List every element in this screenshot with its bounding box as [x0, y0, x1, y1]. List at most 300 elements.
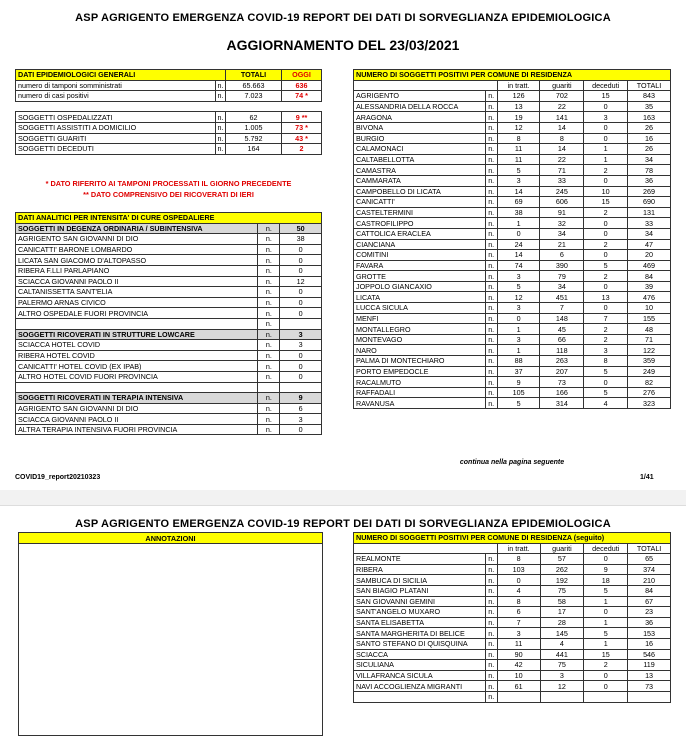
analytic-row — [16, 255, 322, 266]
comune-in-treatment: 10 — [497, 670, 540, 681]
comune-name: FAVARA — [354, 260, 486, 271]
analytic-row-unit: n. — [258, 424, 280, 435]
comune-unit: n. — [485, 617, 497, 628]
comuni-row — [354, 670, 671, 681]
comune-deceased: 15 — [584, 91, 628, 102]
comuni-header-row — [354, 533, 671, 544]
comune-recovered: 14 — [540, 122, 584, 133]
comune-deceased: 2 — [584, 660, 628, 671]
comune-in-treatment: 38 — [497, 207, 540, 218]
comuni-row — [354, 345, 671, 356]
comune-deceased — [584, 691, 628, 702]
comuni-row — [354, 154, 671, 165]
spacer-row — [16, 101, 322, 112]
comune-total: 359 — [628, 356, 671, 367]
comune-total: 276 — [628, 387, 671, 398]
comuni-row — [354, 186, 671, 197]
comune-name: REALMONTE — [354, 554, 486, 565]
comune-recovered: 441 — [540, 649, 584, 660]
analytic-row-unit: n. — [258, 340, 280, 351]
comune-in-treatment: 90 — [497, 649, 540, 660]
comune-deceased: 0 — [584, 175, 628, 186]
general-row-today: 73 * — [282, 122, 322, 133]
comuni-row — [354, 250, 671, 261]
analytic-row — [16, 361, 322, 372]
comune-deceased: 2 — [584, 207, 628, 218]
analytic-row-value: 12 — [280, 276, 322, 287]
comune-recovered: 166 — [540, 387, 584, 398]
comune-deceased: 0 — [584, 122, 628, 133]
comune-total: 469 — [628, 260, 671, 271]
comune-deceased: 9 — [584, 564, 628, 575]
analytic-row-value: 6 — [280, 403, 322, 414]
comune-total: 34 — [628, 228, 671, 239]
analytic-row — [16, 308, 322, 319]
comune-in-treatment: 13 — [497, 101, 540, 112]
comune-deceased: 3 — [584, 345, 628, 356]
analytic-row-unit: n. — [258, 361, 280, 372]
comuni-row — [354, 260, 671, 271]
comune-in-treatment: 11 — [497, 154, 540, 165]
comune-recovered: 3 — [540, 670, 584, 681]
comune-recovered: 390 — [540, 260, 584, 271]
comune-name: COMITINI — [354, 250, 486, 261]
analytic-row-unit: n. — [258, 403, 280, 414]
comuni-columns-row — [354, 80, 671, 91]
comune-total: 690 — [628, 197, 671, 208]
comune-in-treatment — [497, 691, 540, 702]
analytic-row-value: 0 — [280, 265, 322, 276]
comune-name: SCIACCA — [354, 649, 486, 660]
comune-deceased: 4 — [584, 398, 628, 409]
analytic-row-value: 3 — [280, 329, 322, 340]
comune-unit: n. — [485, 377, 497, 388]
comune-deceased: 5 — [584, 387, 628, 398]
comune-in-treatment: 11 — [497, 638, 540, 649]
analytic-row — [16, 371, 322, 382]
comuni-row — [354, 144, 671, 155]
comuni-row — [354, 334, 671, 345]
analytic-section-row — [16, 393, 322, 404]
comuni-col-header: TOTALI — [628, 543, 671, 554]
comuni-title: NUMERO DI SOGGETTI POSITIVI PER COMUNE DI RESIDENZA — [354, 70, 671, 81]
comune-in-treatment: 88 — [497, 356, 540, 367]
comune-name: PORTO EMPEDOCLE — [354, 366, 486, 377]
comune-in-treatment: 0 — [497, 575, 540, 586]
analytic-row-label: SOGGETTI RICOVERATI IN TERAPIA INTENSIVA — [16, 393, 258, 404]
comune-name: CALTABELLOTTA — [354, 154, 486, 165]
comune-in-treatment: 24 — [497, 239, 540, 250]
comune-name: CAMPOBELLO DI LICATA — [354, 186, 486, 197]
comuni-row — [354, 324, 671, 335]
comune-recovered — [540, 691, 584, 702]
analytic-row-unit: n. — [258, 255, 280, 266]
comune-recovered: 71 — [540, 165, 584, 176]
analytic-row-value: 0 — [280, 308, 322, 319]
general-row-unit: n. — [217, 80, 224, 90]
general-row-label: SOGGETTI DECEDUTI — [16, 144, 216, 155]
comune-in-treatment: 8 — [497, 554, 540, 565]
analytic-row — [16, 297, 322, 308]
continue-note: continua nella pagina seguente — [459, 459, 565, 466]
comune-recovered: 145 — [540, 628, 584, 639]
comune-unit: n. — [485, 281, 497, 292]
comune-in-treatment: 19 — [497, 112, 540, 123]
comune-unit: n. — [485, 649, 497, 660]
analytic-row-label: SCIACCA GIOVANNI PAOLO II — [16, 276, 258, 287]
comune-name: CATTOLICA ERACLEA — [354, 228, 486, 239]
comune-total: 323 — [628, 398, 671, 409]
comune-unit: n. — [485, 575, 497, 586]
comune-in-treatment: 14 — [497, 186, 540, 197]
comune-deceased: 8 — [584, 356, 628, 367]
hospital-care-table — [15, 212, 322, 435]
analytic-row-value: 0 — [280, 371, 322, 382]
note-ricoverati: ** DATO COMPRENSIVO DEI RICOVERATI DI IERI — [83, 190, 254, 199]
comune-recovered: 207 — [540, 366, 584, 377]
analytic-row-unit: n. — [258, 393, 280, 404]
comune-in-treatment: 1 — [497, 345, 540, 356]
comune-total: 26 — [628, 144, 671, 155]
comune-total: 84 — [628, 585, 671, 596]
page-number: 1/41 — [640, 474, 654, 481]
comune-deceased: 5 — [584, 585, 628, 596]
analytic-row-label: ALTRO HOTEL COVID FUORI PROVINCIA — [16, 371, 258, 382]
comune-in-treatment: 5 — [497, 398, 540, 409]
comune-deceased: 5 — [584, 628, 628, 639]
general-row — [16, 91, 322, 102]
comune-unit: n. — [485, 112, 497, 123]
analytic-row-label: AGRIGENTO SAN GIOVANNI DI DIO — [16, 403, 258, 414]
comune-deceased: 1 — [584, 617, 628, 628]
analytic-row-label: CALTANISSETTA SANT'ELIA — [16, 287, 258, 298]
comune-in-treatment: 0 — [497, 228, 540, 239]
comuni-col-header: deceduti — [584, 80, 628, 91]
comuni-row — [354, 554, 671, 565]
comune-unit: n. — [485, 292, 497, 303]
comune-recovered: 22 — [540, 101, 584, 112]
comune-name: RAVANUSA — [354, 398, 486, 409]
comune-unit: n. — [485, 197, 497, 208]
comuni-table-continued — [353, 532, 671, 703]
comune-unit: n. — [485, 91, 497, 102]
analytic-row-unit: n. — [258, 287, 280, 298]
comune-unit: n. — [485, 154, 497, 165]
analytic-row-value: 0 — [280, 350, 322, 361]
analytic-row-unit: n. — [258, 244, 280, 255]
comune-in-treatment: 103 — [497, 564, 540, 575]
comune-deceased: 0 — [584, 303, 628, 314]
general-row-today: 74 * — [282, 91, 322, 102]
comuni-row — [354, 649, 671, 660]
comune-unit: n. — [485, 250, 497, 261]
comune-in-treatment: 8 — [497, 596, 540, 607]
analytic-row-label: RIBERA HOTEL COVID — [16, 350, 258, 361]
comuni-row — [354, 271, 671, 282]
comune-name: BURGIO — [354, 133, 486, 144]
comuni-col-blank — [354, 543, 498, 554]
comuni-row — [354, 91, 671, 102]
comune-recovered: 6 — [540, 250, 584, 261]
comuni-row — [354, 218, 671, 229]
analytic-row-value: 50 — [280, 223, 322, 234]
comune-name: CAMMARATA — [354, 175, 486, 186]
comune-unit: n. — [485, 554, 497, 565]
report-title: ASP AGRIGENTO EMERGENZA COVID-19 REPORT DEI DATI DI SORVEGLIANZA EPIDEMIOLOGICA — [75, 12, 611, 24]
comuni-row — [354, 313, 671, 324]
update-date: AGGIORNAMENTO DEL 23/03/2021 — [226, 37, 460, 53]
comune-unit: n. — [485, 324, 497, 335]
comune-total: 67 — [628, 596, 671, 607]
comune-name: SANT'ANGELO MUXARO — [354, 607, 486, 618]
comuni-row — [354, 660, 671, 671]
comune-recovered: 141 — [540, 112, 584, 123]
general-row — [16, 122, 322, 133]
comune-recovered: 33 — [540, 175, 584, 186]
comune-recovered: 262 — [540, 564, 584, 575]
analytic-row-label: SOGGETTI RICOVERATI IN STRUTTURE LOWCARE — [16, 329, 258, 340]
general-row-unit: n. — [217, 123, 224, 133]
comune-name: SAN BIAGIO PLATANI — [354, 585, 486, 596]
comune-recovered: 14 — [540, 144, 584, 155]
comune-deceased: 1 — [584, 638, 628, 649]
comune-unit: n. — [485, 207, 497, 218]
comune-total: 20 — [628, 250, 671, 261]
comune-name: RACALMUTO — [354, 377, 486, 388]
comune-total: 131 — [628, 207, 671, 218]
general-row-unit: n. — [217, 91, 224, 101]
comuni-col-header: deceduti — [584, 543, 628, 554]
comune-in-treatment: 3 — [497, 334, 540, 345]
comune-recovered: 192 — [540, 575, 584, 586]
comune-total: 26 — [628, 122, 671, 133]
analytic-row-label: LICATA SAN GIACOMO D'ALTOPASSO — [16, 255, 258, 266]
comune-in-treatment: 14 — [497, 250, 540, 261]
comune-deceased: 0 — [584, 377, 628, 388]
comune-recovered: 32 — [540, 218, 584, 229]
general-row — [16, 144, 322, 155]
comune-deceased: 1 — [584, 154, 628, 165]
comune-deceased: 1 — [584, 596, 628, 607]
page-separator — [0, 490, 686, 505]
comune-total: 33 — [628, 218, 671, 229]
analytic-row — [16, 234, 322, 245]
comuni-row — [354, 292, 671, 303]
analytic-row — [16, 287, 322, 298]
comuni-row — [354, 628, 671, 639]
comune-deceased: 18 — [584, 575, 628, 586]
comune-name: PALMA DI MONTECHIARO — [354, 356, 486, 367]
comune-total: 16 — [628, 133, 671, 144]
comune-total: 163 — [628, 112, 671, 123]
general-row-label: SOGGETTI ASSISTITI A DOMICILIO — [16, 122, 216, 133]
comune-name: SAN GIOVANNI GEMINI — [354, 596, 486, 607]
general-title: DATI EPIDEMIOLOGICI GENERALI — [16, 70, 226, 81]
col-oggi: OGGI — [282, 70, 322, 81]
comune-in-treatment: 105 — [497, 387, 540, 398]
comune-total: 16 — [628, 638, 671, 649]
comune-deceased: 0 — [584, 133, 628, 144]
comune-deceased: 0 — [584, 228, 628, 239]
comune-total: 78 — [628, 165, 671, 176]
analytic-row-value: 9 — [280, 393, 322, 404]
comune-recovered: 314 — [540, 398, 584, 409]
comuni-row — [354, 239, 671, 250]
comune-deceased: 0 — [584, 281, 628, 292]
analytic-row-value: 0 — [280, 424, 322, 435]
analytic-row-unit: n. — [258, 276, 280, 287]
comune-recovered: 34 — [540, 281, 584, 292]
analytic-row-label — [16, 318, 258, 329]
comuni-col-header: guariti — [540, 543, 584, 554]
comune-deceased: 2 — [584, 324, 628, 335]
analytic-row-unit: n. — [258, 223, 280, 234]
analytic-row — [16, 414, 322, 425]
comune-deceased: 2 — [584, 334, 628, 345]
comuni-row — [354, 681, 671, 692]
comune-name: AGRIGENTO — [354, 91, 486, 102]
comune-name: NAVI ACCOGLIENZA MIGRANTI — [354, 681, 486, 692]
comuni-row — [354, 638, 671, 649]
general-row-total: 164 — [226, 144, 282, 155]
comune-unit: n. — [485, 144, 497, 155]
comune-total: 374 — [628, 564, 671, 575]
comune-recovered: 58 — [540, 596, 584, 607]
comuni-columns-row — [354, 543, 671, 554]
comuni-row — [354, 303, 671, 314]
report-title-page2: ASP AGRIGENTO EMERGENZA COVID-19 REPORT DEI DATI DI SORVEGLIANZA EPIDEMIOLOGICA — [75, 518, 611, 530]
comuni-row — [354, 197, 671, 208]
comune-total: 48 — [628, 324, 671, 335]
analytic-row-value: 0 — [280, 361, 322, 372]
comune-name: MENFI — [354, 313, 486, 324]
comune-recovered: 263 — [540, 356, 584, 367]
general-row-unit: n. — [217, 144, 224, 154]
comune-total: 13 — [628, 670, 671, 681]
comune-recovered: 75 — [540, 660, 584, 671]
comune-in-treatment: 42 — [497, 660, 540, 671]
analytic-row-unit: n. — [258, 414, 280, 425]
analytic-row — [16, 382, 322, 393]
analytic-row — [16, 244, 322, 255]
comuni-row — [354, 281, 671, 292]
comuni-row — [354, 228, 671, 239]
comune-total: 47 — [628, 239, 671, 250]
comune-in-treatment: 3 — [497, 271, 540, 282]
analytic-header-row — [16, 213, 322, 224]
comune-in-treatment: 5 — [497, 165, 540, 176]
comune-in-treatment: 8 — [497, 133, 540, 144]
comune-deceased: 0 — [584, 218, 628, 229]
comune-in-treatment: 7 — [497, 617, 540, 628]
comune-recovered: 57 — [540, 554, 584, 565]
comune-in-treatment: 11 — [497, 144, 540, 155]
comune-deceased: 10 — [584, 186, 628, 197]
general-row — [16, 80, 322, 91]
analytic-row-value: 0 — [280, 255, 322, 266]
analytic-row — [16, 403, 322, 414]
general-row-today: 2 — [282, 144, 322, 155]
comune-unit: n. — [485, 596, 497, 607]
comune-total: 10 — [628, 303, 671, 314]
general-row-label: SOGGETTI OSPEDALIZZATI — [16, 112, 216, 123]
comune-recovered: 245 — [540, 186, 584, 197]
comune-name: LICATA — [354, 292, 486, 303]
general-header-row — [16, 70, 322, 81]
comune-unit: n. — [485, 660, 497, 671]
analytic-row-label: RIBERA F.LLI PARLAPIANO — [16, 265, 258, 276]
comune-name: CASTROFILIPPO — [354, 218, 486, 229]
comune-name: LUCCA SICULA — [354, 303, 486, 314]
comune-name: GROTTE — [354, 271, 486, 282]
comune-in-treatment: 4 — [497, 585, 540, 596]
comune-in-treatment: 74 — [497, 260, 540, 271]
comune-unit: n. — [485, 387, 497, 398]
comune-name: BIVONA — [354, 122, 486, 133]
comune-deceased: 13 — [584, 292, 628, 303]
comune-recovered: 22 — [540, 154, 584, 165]
comune-total: 210 — [628, 575, 671, 586]
comune-unit: n. — [485, 345, 497, 356]
comune-name: RIBERA — [354, 564, 486, 575]
comune-total: 119 — [628, 660, 671, 671]
comuni-row — [354, 133, 671, 144]
comune-total: 36 — [628, 175, 671, 186]
comune-name: SICULIANA — [354, 660, 486, 671]
general-row-unit: n. — [217, 112, 224, 122]
general-row-total: 62 — [226, 112, 282, 123]
analytic-row-value: 0 — [280, 244, 322, 255]
comune-total: 843 — [628, 91, 671, 102]
analytic-row — [16, 340, 322, 351]
comune-name: VILLAFRANCA SICULA — [354, 670, 486, 681]
annotations-box — [18, 532, 323, 736]
comuni-row — [354, 575, 671, 586]
comune-recovered: 28 — [540, 617, 584, 628]
comune-in-treatment: 12 — [497, 292, 540, 303]
comune-deceased: 0 — [584, 607, 628, 618]
comune-in-treatment: 9 — [497, 377, 540, 388]
analytic-row-label: SCIACCA GIOVANNI PAOLO II — [16, 414, 258, 425]
comune-unit: n. — [485, 218, 497, 229]
comune-total: 36 — [628, 617, 671, 628]
comune-total: 546 — [628, 649, 671, 660]
comuni-row — [354, 585, 671, 596]
general-row — [16, 133, 322, 144]
comuni-row — [354, 596, 671, 607]
comune-unit: n. — [485, 334, 497, 345]
comuni-table — [353, 69, 671, 409]
comuni-row — [354, 564, 671, 575]
analytic-row — [16, 265, 322, 276]
comune-name: SANTO STEFANO DI QUISQUINA — [354, 638, 486, 649]
comune-name: SANTA MARGHERITA DI BELICE — [354, 628, 486, 639]
comuni-col-blank — [354, 80, 498, 91]
analytic-row-value: 0 — [280, 287, 322, 298]
analytic-title: DATI ANALITICI PER INTENSITA' DI CURE OSPEDALIERE — [16, 213, 322, 224]
comune-total: 23 — [628, 607, 671, 618]
comune-unit: n. — [485, 638, 497, 649]
comune-in-treatment: 69 — [497, 197, 540, 208]
comune-total: 65 — [628, 554, 671, 565]
analytic-row — [16, 318, 322, 329]
comune-deceased: 2 — [584, 271, 628, 282]
general-row — [16, 112, 322, 123]
comune-recovered: 12 — [540, 681, 584, 692]
analytic-row-unit: n. — [258, 371, 280, 382]
analytic-row-unit: n. — [258, 265, 280, 276]
comune-unit: n. — [485, 681, 497, 692]
